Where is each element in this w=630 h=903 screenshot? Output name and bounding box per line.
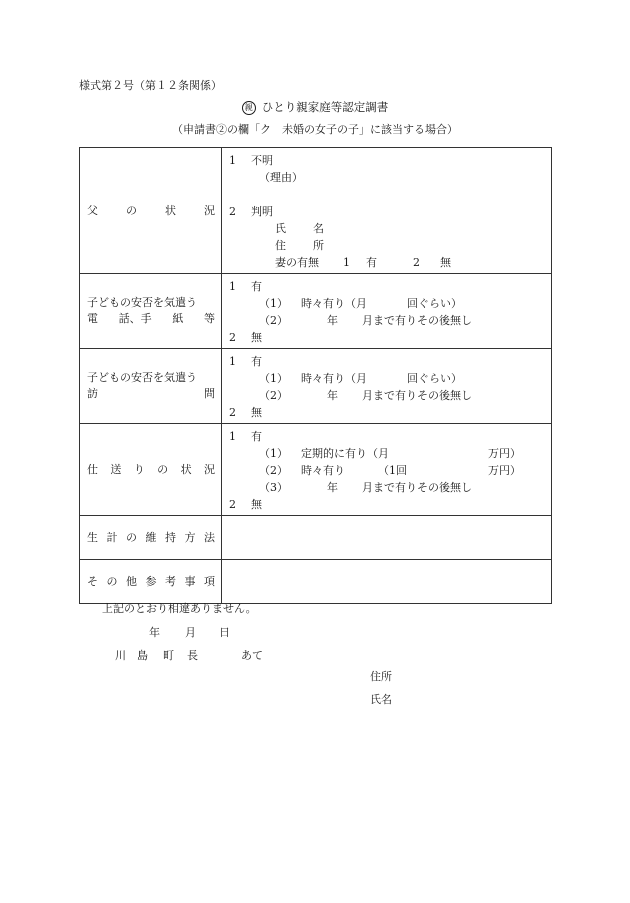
row-contact: [80, 274, 552, 349]
field-remittance[interactable]: 1 有 （1） 定期的に有り（月 万円） （2） 時々有り （1回 万円） （3） 年 月まで有りその後無し 2 無: [222, 424, 552, 516]
field-father-status[interactable]: 1 不明 （理由） 2 判明 氏 名 住 所 妻の有無 1 有 2 無: [222, 148, 552, 274]
row-father-status: [80, 148, 552, 274]
date-month-label: 月: [185, 626, 196, 639]
row-livelihood: [80, 516, 552, 560]
field-contact[interactable]: 1 有 （1） 時々有り（月 回ぐらい） （2） 年 月まで有りその後無し 2 無: [222, 274, 552, 349]
field-other-notes[interactable]: [222, 560, 552, 604]
label-father-status: 父 の 状 況: [80, 148, 222, 274]
label-livelihood: 生 計 の 維 持 方 法: [80, 516, 222, 560]
document-subtitle: （申請書②の欄「ク 未婚の女子の子」に該当する場合）: [172, 123, 458, 136]
date-day-label: 日: [219, 626, 230, 639]
row-other-notes: [80, 560, 552, 604]
field-visit[interactable]: 1 有 （1） 時々有り（月 回ぐらい） （2） 年 月まで有りその後無し 2 無: [222, 349, 552, 424]
row-visit: [80, 349, 552, 424]
certification-table: [79, 147, 552, 604]
name-label: 氏名: [370, 693, 392, 706]
mayor-char-4: 長: [187, 649, 198, 662]
declaration-statement: 上記のとおり相違ありません。: [102, 602, 257, 615]
date-year-label: 年: [149, 626, 160, 639]
field-livelihood[interactable]: [222, 516, 552, 560]
label-other-notes: そ の 他 参 考 事 項: [80, 560, 222, 604]
label-remittance: 仕 送 り の 状 況: [80, 424, 222, 516]
mayor-char-3: 町: [163, 649, 174, 662]
row-remittance: [80, 424, 552, 516]
label-visit: 子どもの安否を気遣う 訪 問: [80, 349, 222, 424]
mayor-char-1: 川: [115, 649, 126, 662]
title-text: ひとり親家庭等認定調書: [261, 100, 389, 114]
oya-stamp-mark: 親: [242, 101, 256, 115]
form-number: 様式第２号（第１２条関係）: [79, 79, 222, 92]
document-title: [0, 101, 630, 115]
addressee-label: あて: [241, 649, 263, 662]
address-label: 住所: [370, 670, 392, 683]
mayor-char-2: 島: [137, 649, 148, 662]
label-contact: 子どもの安否を気遣う 電 話、手 紙 等: [80, 274, 222, 349]
